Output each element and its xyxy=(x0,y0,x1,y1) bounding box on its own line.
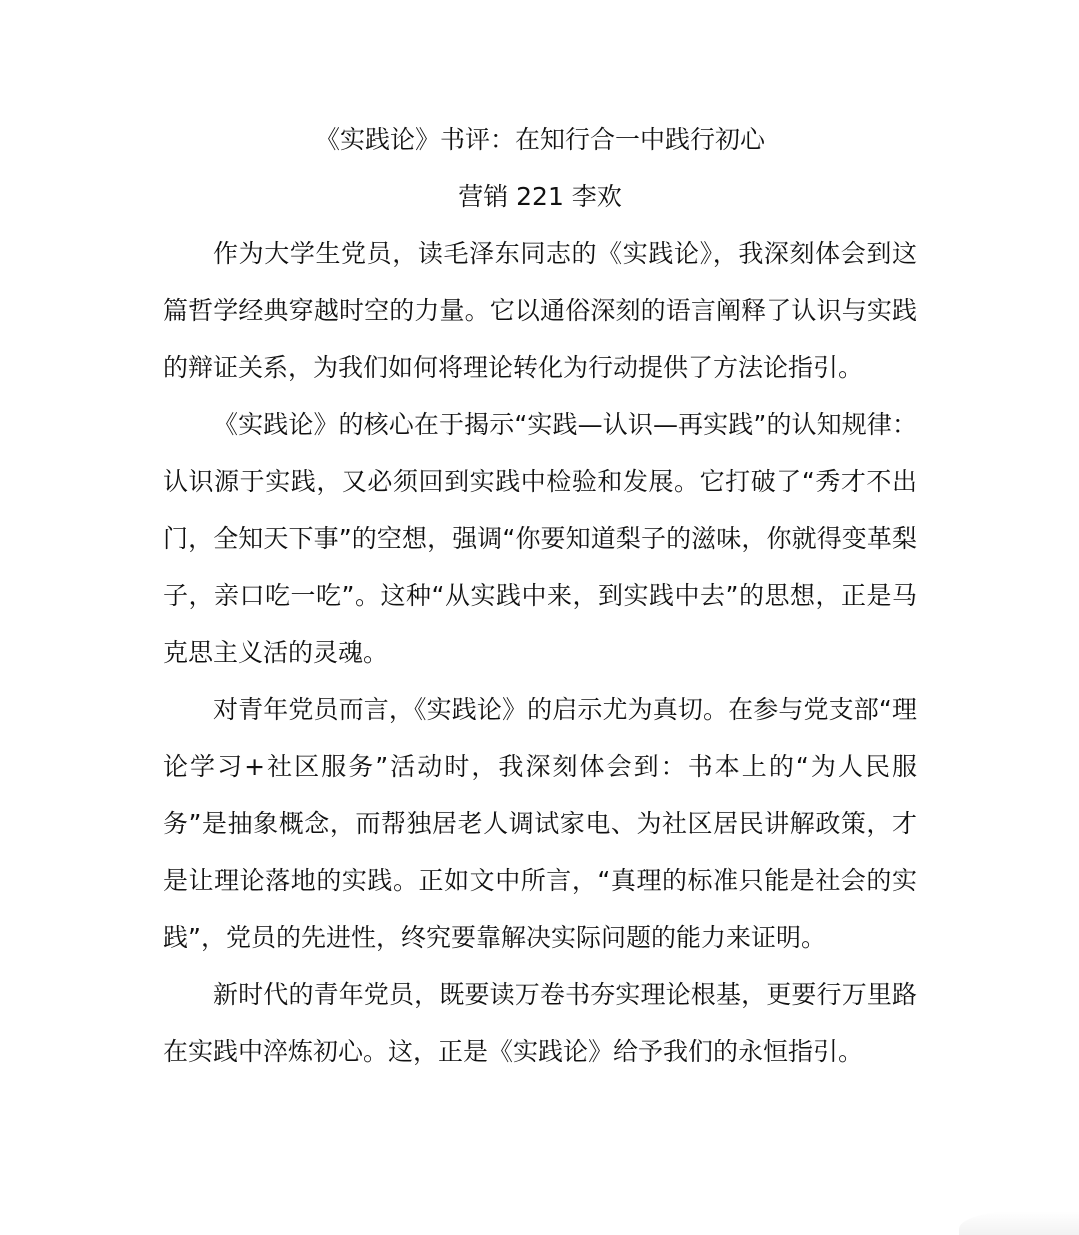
document-title: 《实践论》书评：在知行合一中践行初心 xyxy=(314,125,765,154)
body-paragraph-4: 新时代的青年党员，既要读万卷书夯实理论根基，更要行万里路在实践中淬炼初心。这，正是《实践论》给予我们的永恒指引。 xyxy=(163,980,917,1066)
author-line: 营销 221 李欢 xyxy=(458,182,622,211)
body-paragraph-3: 对青年党员而言，《实践论》的启示尤为真切。在参与党支部“理论学习+社区服务”活动时，我深刻体会到：书本上的“为人民服务”是抽象概念，而帮独居老人调试家电、为社区居民讲解政策，才是让理论落地的实践。正如文中所言，“真理的标准只能是社会的实践”，党员的先进性，终究要靠解决实际问题的能力来证明。 xyxy=(163,695,917,952)
page-corner-shadow xyxy=(959,1211,1079,1235)
document-content xyxy=(163,111,917,1080)
body-paragraph-1: 作为大学生党员，读毛泽东同志的《实践论》，我深刻体会到这篇哲学经典穿越时空的力量。它以通俗深刻的语言阐释了认识与实践的辩证关系，为我们如何将理论转化为行动提供了方法论指引。 xyxy=(163,239,917,382)
body-paragraph-2: 《实践论》的核心在于揭示“实践—认识—再实践”的认知规律：认识源于实践，又必须回到实践中检验和发展。它打破了“秀才不出门，全知天下事”的空想，强调“你要知道梨子的滋味，你就得变革梨子，亲口吃一吃”。这种“从实践中来，到实践中去”的思想，正是马克思主义活的灵魂。 xyxy=(163,410,917,667)
